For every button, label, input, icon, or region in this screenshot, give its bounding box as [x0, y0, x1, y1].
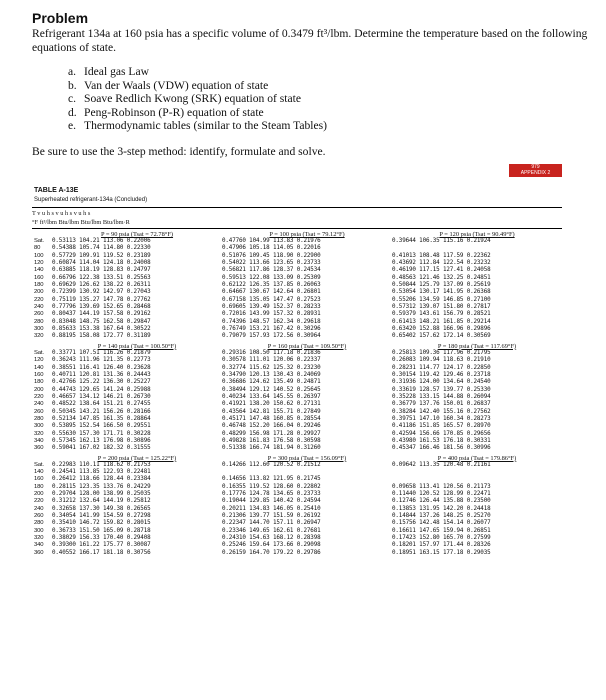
property-cell: 0.50844 125.79 137.09 0.25619 [392, 282, 491, 289]
property-cell: 0.57312 139.07 151.80 0.27817 [392, 304, 491, 311]
property-cell: 0.35228 133.15 144.88 0.26094 [392, 393, 491, 400]
temperature-cell: 300 [34, 527, 44, 534]
temperature-cell: 260 [34, 311, 44, 318]
property-cell: 0.51076 109.45 118.90 0.22900 [222, 252, 321, 259]
table-body [32, 231, 562, 557]
property-cell: 0.15756 142.48 154.14 0.26077 [392, 520, 491, 527]
table-row [32, 357, 562, 364]
temperature-cell: 80 [34, 245, 41, 252]
property-cell [222, 469, 392, 476]
property-cell: 0.57729 109.91 119.52 0.23189 [52, 252, 151, 259]
pressure-title: P = 200 psia (Tsat = 125.22°F) [97, 454, 177, 462]
property-cell: 0.32774 115.62 125.32 0.23230 [222, 364, 321, 371]
table-row [32, 253, 562, 260]
property-cell: 0.38029 156.33 170.40 0.29408 [52, 535, 151, 542]
property-cell: 0.47906 105.18 114.05 0.22016 [222, 245, 321, 252]
property-cell: 0.59513 122.08 133.09 0.25309 [222, 274, 321, 281]
table-row [32, 416, 562, 423]
property-cell: 0.23346 149.65 162.61 0.27681 [222, 527, 321, 534]
property-cell: 0.50345 143.21 156.26 0.28166 [52, 408, 151, 415]
temperature-cell: 120 [34, 357, 44, 364]
pressure-title: P = 120 psia (Tsat = 90.49°F) [439, 231, 515, 238]
property-cell: 0.85633 153.38 167.64 0.30522 [52, 326, 151, 333]
table-row [32, 445, 562, 452]
property-cell: 0.63420 152.88 166.96 0.29896 [392, 326, 491, 333]
property-cell: 0.38284 142.40 155.16 0.27562 [392, 408, 491, 415]
list-item: e. Thermodynamic tables (similar to the Steam Tables) [68, 119, 328, 132]
property-cell: 0.25813 109.36 117.96 0.21795 [392, 349, 491, 356]
table-row [32, 528, 562, 535]
property-cell: 0.32658 137.30 149.38 0.26565 [52, 505, 151, 512]
property-cell: 0.29316 108.50 117.18 0.21836 [222, 349, 321, 356]
table-row [32, 438, 562, 445]
table-row [32, 275, 562, 282]
property-cell: 0.09658 113.41 120.56 0.21173 [392, 483, 491, 490]
table-top-rule [32, 207, 562, 208]
property-cell: 0.09642 113.35 120.48 0.21161 [392, 461, 491, 468]
property-cell: 0.48299 156.98 171.28 0.29927 [222, 430, 321, 437]
table-subtitle: Superheated refrigerant-134a (Concluded) [34, 197, 148, 203]
property-cell: 0.72016 143.99 157.32 0.28931 [222, 311, 321, 318]
temperature-cell: 300 [34, 423, 44, 430]
table-row [32, 535, 562, 542]
property-cell: 0.40234 133.64 145.55 0.26397 [222, 393, 321, 400]
property-table [32, 179, 562, 557]
pressure-title-row [32, 231, 562, 238]
property-cell: 0.33771 107.51 116.26 0.21879 [52, 349, 151, 356]
property-cell [392, 245, 562, 252]
property-cell: 0.29704 128.00 138.99 0.25035 [52, 491, 151, 497]
temperature-cell: 220 [34, 498, 44, 505]
property-cell: 0.83048 148.75 162.58 0.29847 [52, 318, 151, 325]
table-row [32, 372, 562, 379]
temperature-cell: 340 [34, 437, 44, 444]
temperature-cell: Sat. [34, 461, 44, 468]
pressure-title: P = 100 psia (Tsat = 79.12°F) [269, 231, 345, 238]
table-row [32, 282, 562, 289]
table-row [32, 350, 562, 357]
temperature-cell: 180 [34, 379, 44, 386]
table-row [32, 267, 562, 274]
property-cell: 0.34790 120.13 130.43 0.24069 [222, 371, 321, 378]
temperature-cell: 140 [34, 468, 44, 475]
property-cell: 0.36733 151.50 165.09 0.28718 [52, 527, 151, 534]
property-cell: 0.18201 157.97 171.44 0.28326 [392, 542, 491, 549]
temperature-cell: 340 [34, 542, 44, 549]
pressure-title: P = 90 psia (Tsat = 72.78°F) [100, 231, 174, 238]
temperature-cell: 320 [34, 333, 44, 340]
property-cell: 0.44743 129.65 141.24 0.25988 [52, 386, 151, 393]
temperature-cell: Sat. [34, 238, 44, 244]
property-cell: 0.38551 116.41 126.40 0.23628 [52, 364, 151, 371]
property-cell: 0.54388 105.74 114.80 0.22330 [52, 245, 151, 252]
list-item: a. Ideal gas Law [68, 65, 150, 78]
temperature-cell: 160 [34, 476, 44, 483]
table-row [32, 520, 562, 527]
property-cell: 0.22347 144.70 157.11 0.26947 [222, 520, 321, 527]
property-cell: 0.28115 123.35 133.76 0.24229 [52, 483, 151, 490]
table-section [32, 455, 562, 557]
property-cell: 0.17423 152.80 165.70 0.27599 [392, 535, 491, 542]
table-row [32, 304, 562, 311]
problem-title: Problem [32, 10, 89, 26]
property-cell: 0.26412 118.66 128.44 0.23384 [52, 476, 151, 483]
temperature-cell: Sat. [34, 349, 44, 356]
table-row [32, 513, 562, 520]
property-cell: 0.13853 131.95 142.20 0.24418 [392, 505, 491, 512]
property-cell: 0.46657 134.12 146.21 0.26730 [52, 393, 151, 400]
list-item: d. Peng-Robinson (P-R) equation of state [68, 105, 264, 119]
table-row [32, 289, 562, 296]
table-header-rule [32, 228, 562, 229]
table-row [32, 401, 562, 408]
table-row [32, 245, 562, 252]
table-row [32, 238, 562, 245]
property-cell: 0.38494 129.12 140.52 0.25645 [222, 386, 321, 393]
temperature-cell: 160 [34, 371, 44, 378]
temperature-cell: 240 [34, 401, 44, 408]
property-cell: 0.52134 147.85 161.35 0.28864 [52, 415, 151, 422]
property-cell: 0.76749 153.21 167.42 0.30296 [222, 326, 321, 333]
table-row [32, 423, 562, 430]
property-cell: 0.14266 112.60 120.52 0.21512 [222, 461, 321, 468]
property-cell: 0.48522 138.64 151.21 0.27455 [52, 401, 151, 408]
property-cell: 0.61413 148.21 161.85 0.29214 [392, 318, 491, 325]
property-cell: 0.30578 111.01 120.06 0.22337 [222, 357, 321, 364]
property-cell: 0.25246 159.64 173.66 0.29098 [222, 542, 321, 549]
property-cell: 0.54022 113.66 123.65 0.23733 [222, 260, 321, 267]
method-list [32, 65, 592, 133]
property-cell: 0.74396 148.57 162.34 0.29618 [222, 318, 321, 325]
property-cell: 0.41186 151.85 165.57 0.28970 [392, 423, 491, 430]
property-cell: 0.20211 134.83 146.05 0.25410 [222, 505, 321, 512]
temperature-cell: 160 [34, 274, 44, 281]
property-cell: 0.39751 147.10 160.34 0.28273 [392, 415, 491, 422]
property-cell: 0.16355 119.52 128.60 0.22802 [222, 483, 321, 490]
list-item: b. Van der Waals (VDW) equation of state [68, 78, 269, 92]
table-row [32, 431, 562, 438]
property-cell: 0.55206 134.59 146.85 0.27100 [392, 296, 491, 303]
property-cell: 0.40711 120.81 131.36 0.24443 [52, 371, 151, 378]
property-cell: 0.77796 139.69 152.65 0.28468 [52, 304, 151, 311]
property-cell: 0.24310 154.63 168.12 0.28398 [222, 535, 321, 542]
property-cell: 0.42766 125.22 136.30 0.25227 [52, 379, 151, 386]
property-cell: 0.19044 129.85 140.42 0.24594 [222, 498, 321, 505]
table-label: TABLE A-13E [34, 187, 79, 194]
temperature-cell: 260 [34, 513, 44, 520]
table-row [32, 379, 562, 386]
property-cell: 0.11440 120.52 128.99 0.22471 [392, 491, 491, 497]
table-row [32, 311, 562, 318]
property-cell: 0.88195 158.08 172.77 0.31189 [52, 333, 151, 340]
property-cell: 0.18951 163.15 177.18 0.29035 [392, 549, 491, 556]
pressure-title: P = 180 psia (Tsat = 117.69°F) [437, 342, 517, 350]
property-cell: 0.42594 156.66 170.85 0.29656 [392, 430, 491, 437]
property-cell: 0.41921 138.20 150.62 0.27131 [222, 401, 321, 408]
temperature-cell: 220 [34, 296, 44, 303]
property-cell: 0.48563 121.46 132.25 0.24851 [392, 274, 491, 281]
table-row [32, 491, 562, 498]
problem-block [32, 10, 592, 158]
property-cell: 0.75119 135.27 147.78 0.27762 [52, 296, 151, 303]
property-cell: 0.33619 128.57 139.77 0.25330 [392, 386, 491, 393]
property-cell: 0.67158 135.05 147.47 0.27523 [222, 296, 321, 303]
temperature-cell: 180 [34, 483, 44, 490]
property-cell: 0.16611 147.65 159.94 0.26851 [392, 527, 491, 534]
temperature-cell: 320 [34, 535, 44, 542]
pressure-title: P = 400 psia (Tsat = 179.86°F) [437, 454, 517, 462]
property-cell: 0.66796 122.38 133.51 0.25563 [52, 274, 151, 281]
temperature-cell: 280 [34, 318, 44, 325]
property-cell: 0.14844 137.26 148.25 0.25270 [392, 513, 491, 520]
property-cell: 0.35410 146.72 159.82 0.28015 [52, 520, 151, 527]
property-cell: 0.64667 130.67 142.64 0.26801 [222, 289, 321, 296]
temperature-cell: 220 [34, 393, 44, 400]
table-header-units: °F ft³/lbm Btu/lbm Btu/lbm Btu/lbm·R [32, 219, 130, 226]
temperature-cell: 260 [34, 408, 44, 415]
table-row [32, 326, 562, 333]
temperature-cell: 120 [34, 260, 44, 267]
problem-statement: Refrigerant 134a at 160 psia has a specific volume of 0.3479 ft³/lbm. Determine the temperature based on the following equations of state. [32, 27, 588, 54]
property-cell: 0.30154 119.42 129.46 0.23718 [392, 371, 491, 378]
table-row [32, 550, 562, 557]
property-cell: 0.17776 124.78 134.65 0.23733 [222, 491, 321, 497]
temperature-cell: 240 [34, 505, 44, 512]
temperature-cell: 280 [34, 520, 44, 527]
table-row [32, 462, 562, 469]
property-cell: 0.39644 106.35 115.16 0.21924 [392, 238, 491, 244]
pressure-title: P = 160 psia (Tsat = 109.50°F) [267, 342, 347, 350]
property-cell: 0.80437 144.19 157.58 0.29162 [52, 311, 151, 318]
table-row [32, 365, 562, 372]
table-row [32, 319, 562, 326]
temperature-cell: 320 [34, 430, 44, 437]
property-cell: 0.56821 117.86 128.37 0.24534 [222, 267, 321, 274]
table-section [32, 343, 562, 453]
property-cell: 0.69629 126.62 138.22 0.26311 [52, 282, 151, 289]
property-cell: 0.49828 161.83 176.58 0.30598 [222, 437, 321, 444]
table-row [32, 476, 562, 483]
table-section [32, 231, 562, 341]
property-cell: 0.53895 152.54 166.50 0.29551 [52, 423, 151, 430]
property-cell: 0.31936 124.00 134.64 0.24540 [392, 379, 491, 386]
property-cell: 0.51338 166.74 181.94 0.31260 [222, 445, 321, 452]
property-cell: 0.79079 157.93 172.56 0.30964 [222, 333, 321, 340]
property-cell: 0.62122 126.35 137.85 0.26063 [222, 282, 321, 289]
property-cell: 0.43980 161.53 176.18 0.30331 [392, 437, 491, 444]
property-cell [392, 476, 562, 483]
property-cell: 0.22983 110.11 118.62 0.21753 [52, 461, 151, 468]
property-cell: 0.40552 166.17 181.18 0.30756 [52, 549, 151, 556]
temperature-cell: 140 [34, 364, 44, 371]
pressure-title-row [32, 455, 562, 462]
temperature-cell: 200 [34, 491, 44, 497]
property-cell: 0.47760 104.99 113.83 0.21976 [222, 238, 321, 244]
temperature-cell: 200 [34, 289, 44, 296]
temperature-cell: 280 [34, 415, 44, 422]
temperature-cell: 360 [34, 445, 44, 452]
property-cell: 0.46748 152.20 166.04 0.29246 [222, 423, 321, 430]
table-row [32, 506, 562, 513]
property-cell: 0.65402 157.62 172.14 0.30569 [392, 333, 491, 340]
property-cell: 0.55630 157.30 171.71 0.30228 [52, 430, 151, 437]
property-cell: 0.60874 114.04 124.18 0.24008 [52, 260, 151, 267]
temperature-cell: 100 [34, 252, 44, 259]
property-cell: 0.24541 113.85 122.93 0.22481 [52, 468, 151, 475]
table-row [32, 498, 562, 505]
property-cell: 0.59379 143.61 156.79 0.28521 [392, 311, 491, 318]
temperature-cell: 200 [34, 386, 44, 393]
property-cell: 0.72399 130.92 142.97 0.27043 [52, 289, 151, 296]
table-row [32, 394, 562, 401]
table-row [32, 260, 562, 267]
property-cell: 0.63885 118.19 128.83 0.24797 [52, 267, 151, 274]
property-cell [392, 469, 562, 476]
table-header-symbols: T v u h s v u h s v u h s [32, 210, 91, 217]
table-row [32, 387, 562, 394]
property-cell: 0.39300 161.22 175.77 0.30087 [52, 542, 151, 549]
pressure-title-row [32, 343, 562, 350]
temperature-cell: 240 [34, 304, 44, 311]
property-cell: 0.46190 117.15 127.41 0.24058 [392, 267, 491, 274]
table-row [32, 484, 562, 491]
property-cell: 0.36243 111.96 121.35 0.22773 [52, 357, 151, 364]
temperature-cell: 300 [34, 326, 44, 333]
list-item: c. Soave Redlich Kwong (SRK) equation of state [68, 92, 302, 105]
property-cell: 0.28231 114.77 124.17 0.22850 [392, 364, 491, 371]
property-cell: 0.21306 139.77 151.59 0.26192 [222, 513, 321, 520]
property-cell: 0.45171 147.48 160.85 0.28554 [222, 415, 321, 422]
table-row [32, 469, 562, 476]
property-cell: 0.43692 112.84 122.54 0.23232 [392, 260, 491, 267]
temperature-cell: 180 [34, 282, 44, 289]
pressure-title: P = 300 psia (Tsat = 156.09°F) [267, 454, 347, 462]
property-cell: 0.59041 167.02 182.32 0.31555 [52, 445, 151, 452]
property-cell: 0.26083 109.94 118.63 0.21910 [392, 357, 491, 364]
property-cell: 0.12746 126.44 135.88 0.23500 [392, 498, 491, 505]
property-cell: 0.43564 142.81 155.71 0.27849 [222, 408, 321, 415]
property-cell: 0.69605 139.49 152.37 0.28233 [222, 304, 321, 311]
property-cell: 0.34054 141.99 154.59 0.27298 [52, 513, 151, 520]
table-row [32, 409, 562, 416]
property-cell: 0.57345 162.13 176.98 0.30896 [52, 437, 151, 444]
property-cell: 0.53113 104.21 113.06 0.22006 [52, 238, 151, 244]
pressure-title: P = 140 psia (Tsat = 100.50°F) [97, 342, 177, 350]
property-cell: 0.31212 132.64 144.19 0.25812 [52, 498, 151, 505]
property-cell: 0.14656 113.82 121.95 0.21745 [222, 476, 321, 483]
property-cell: 0.53054 130.17 141.95 0.26368 [392, 289, 491, 296]
instruction-note: Be sure to use the 3-step method: identify, formulate and solve. [32, 144, 326, 158]
property-cell: 0.36779 137.76 150.01 0.26837 [392, 401, 491, 408]
appendix-badge: 979 APPENDIX 2 [509, 164, 562, 177]
property-cell: 0.41013 108.48 117.59 0.22362 [392, 252, 491, 259]
table-row [32, 297, 562, 304]
property-cell: 0.45347 166.46 181.56 0.30996 [392, 445, 491, 452]
property-cell: 0.26159 164.70 179.22 0.29786 [222, 549, 321, 556]
table-row [32, 333, 562, 340]
temperature-cell: 360 [34, 549, 44, 556]
property-cell: 0.36686 124.62 135.49 0.24871 [222, 379, 321, 386]
table-row [32, 542, 562, 549]
temperature-cell: 140 [34, 267, 44, 274]
